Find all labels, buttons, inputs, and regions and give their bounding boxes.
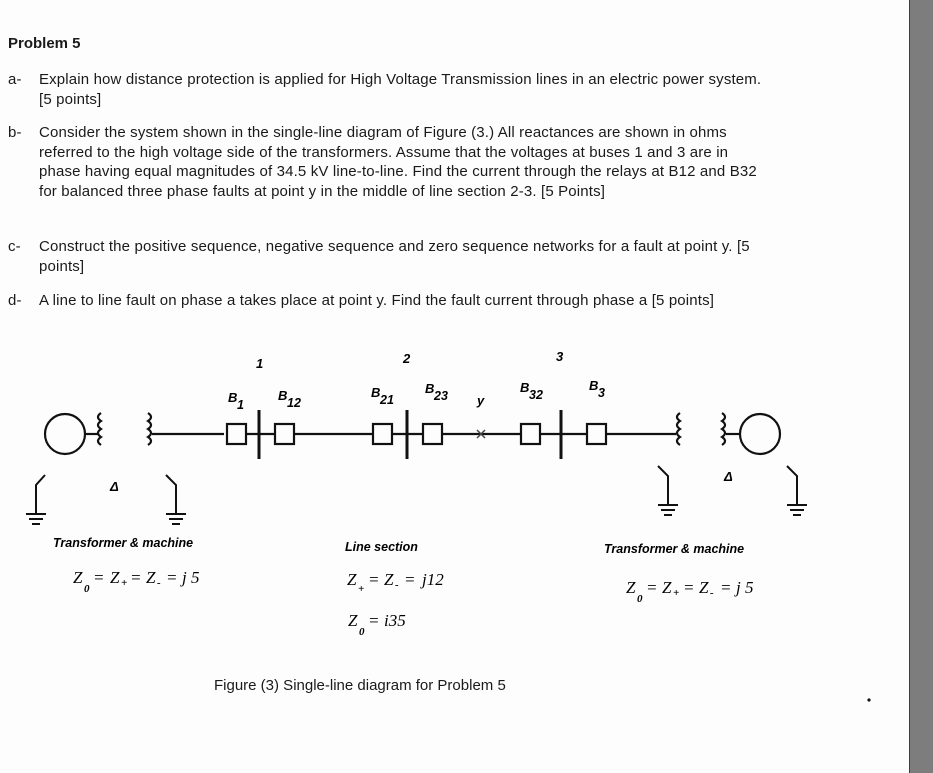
svg-text:12: 12 [287, 396, 301, 410]
grounded-wye-right-hv-icon [658, 466, 678, 515]
item-c-text: Construct the positive sequence, negative sequence and zero sequence networks for a fault at point y. [5 points] [39, 238, 750, 275]
svg-text:=: = [683, 578, 695, 597]
svg-text:B: B [589, 378, 599, 393]
svg-text:+: + [358, 583, 365, 595]
svg-text:i35: i35 [384, 611, 406, 630]
left-section-label: Transformer & machine [53, 536, 194, 550]
svg-text:3: 3 [598, 386, 605, 400]
svg-text:=: = [404, 570, 416, 589]
breaker-b3-icon [587, 424, 606, 444]
grounded-wye-left-gen-icon [26, 475, 46, 524]
item-d-text: A line to line fault on phase a takes place at point y. Find the fault current through phase a [5 points] [39, 292, 715, 309]
svg-text:1: 1 [237, 398, 244, 412]
transformer-right-icon [677, 413, 740, 445]
figure-caption: Figure (3) Single-line diagram for Problem 5 [214, 677, 506, 694]
breaker-b32-icon [521, 424, 540, 444]
generator-right-icon [740, 414, 780, 454]
breaker-label-b3 [589, 378, 605, 400]
breaker-label-b1 [228, 390, 244, 412]
svg-text:21: 21 [380, 393, 394, 407]
svg-text:-: - [395, 579, 399, 591]
svg-text:Z: Z [662, 578, 672, 597]
item-a-text: Explain how distance protection is applied for High Voltage Transmission lines in an electric power system. [5 points] [39, 71, 762, 108]
middle-section-label: Line section [345, 540, 418, 554]
breaker-b1-icon [227, 424, 246, 444]
grounded-wye-left-hv-icon [166, 475, 186, 524]
svg-text:Z: Z [699, 578, 709, 597]
svg-text:Z: Z [73, 568, 83, 587]
item-b-label: b- [8, 124, 22, 141]
breaker-label-b23 [425, 381, 448, 403]
svg-text:=: = [130, 568, 142, 587]
right-impedance-equation [626, 578, 753, 605]
svg-text:B: B [425, 381, 435, 396]
delta-right-icon: Δ [724, 469, 733, 484]
bus-number-3: 3 [556, 349, 564, 364]
breaker-label-b12 [278, 388, 301, 410]
fault-point-label: y [477, 393, 485, 408]
scan-dot [867, 698, 870, 701]
svg-text:Z: Z [146, 568, 156, 587]
breaker-label-b21 [371, 385, 394, 407]
item-b-text: Consider the system shown in the single-line diagram of Figure (3.) All reactances are shown in ohms referred to the high voltage side of the transformers. Assume that the voltages at buses 1 and 3 are in phase having equal magnitudes of 34.5 kV line-to-line. Find the current through the relays at B12 and B32 for balanced three phase faults at point y in the middle of line section 2-3. [5 Points] [39, 124, 757, 200]
transformer-left-icon [98, 413, 224, 445]
page-edge [910, 0, 933, 773]
svg-text:j12: j12 [422, 570, 444, 589]
svg-text:23: 23 [434, 389, 448, 403]
svg-text:-: - [710, 587, 714, 599]
breaker-b12-icon [275, 424, 294, 444]
svg-text:B: B [520, 380, 530, 395]
svg-text:=: = [720, 578, 732, 597]
svg-text:Z: Z [384, 570, 394, 589]
svg-text:=: = [93, 568, 105, 587]
svg-text:0: 0 [84, 583, 90, 595]
breaker-b23-icon [423, 424, 442, 444]
svg-text:+: + [673, 587, 680, 599]
item-a-label: a- [8, 71, 22, 88]
svg-text:Z: Z [626, 578, 636, 597]
svg-text:j 5: j 5 [182, 568, 200, 587]
svg-text:j 5: j 5 [736, 578, 754, 597]
svg-text:B: B [371, 385, 381, 400]
svg-text:=: = [368, 611, 380, 630]
svg-text:32: 32 [529, 388, 543, 402]
svg-text:=: = [166, 568, 178, 587]
grounded-wye-right-gen-icon [787, 466, 807, 515]
left-impedance-equation [73, 568, 199, 595]
generator-left-icon [45, 414, 85, 454]
svg-text:0: 0 [359, 626, 365, 638]
problem-title: Problem 5 [8, 35, 81, 52]
svg-text:B: B [278, 388, 288, 403]
middle-impedance-equation-1 [347, 570, 444, 595]
svg-text:0: 0 [637, 593, 643, 605]
svg-text:-: - [157, 577, 161, 589]
breaker-label-b32 [520, 380, 543, 402]
bus-number-1: 1 [256, 356, 264, 371]
breaker-b21-icon [373, 424, 392, 444]
middle-impedance-equation-2 [348, 611, 406, 638]
right-section-label: Transformer & machine [604, 542, 745, 556]
item-c-label: c- [8, 238, 21, 255]
svg-text:Z: Z [347, 570, 357, 589]
delta-left-icon: Δ [110, 479, 119, 494]
svg-text:=: = [646, 578, 658, 597]
item-d-label: d- [8, 292, 22, 309]
svg-text:+: + [121, 577, 128, 589]
svg-text:Z: Z [110, 568, 120, 587]
svg-text:Z: Z [348, 611, 358, 630]
svg-text:B: B [228, 390, 238, 405]
bus-number-2: 2 [403, 351, 411, 366]
svg-text:=: = [368, 570, 380, 589]
